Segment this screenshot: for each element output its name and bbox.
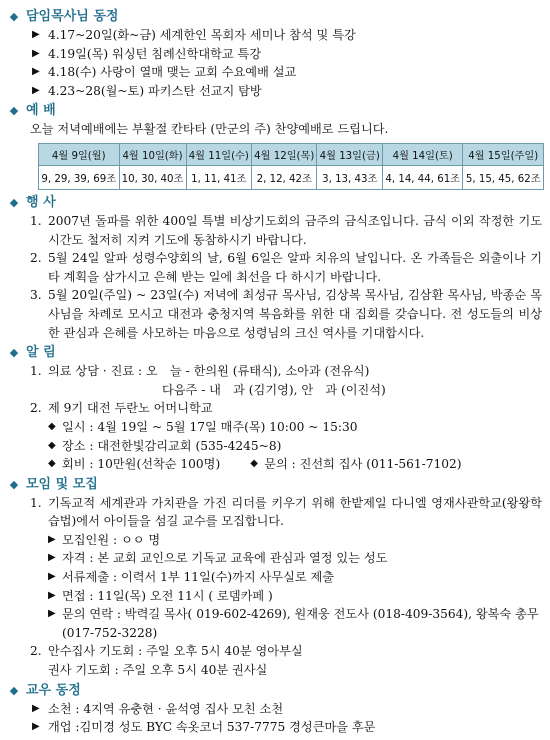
diamond-bullet-icon: ◆: [48, 439, 56, 451]
detail-item: ▶ 자격 : 본 교회 교인으로 기독교 교육에 관심과 열정 있는 성도: [8, 549, 542, 568]
triangle-bullet-icon: ▶: [48, 589, 56, 601]
table-header-cell: 4월 12일(목): [252, 143, 317, 165]
diamond-bullet-icon: ◆: [250, 458, 258, 470]
diamond-bullet-icon: ◆: [9, 10, 19, 23]
table-header-cell: 4월 11일(수): [186, 143, 251, 165]
section-title-pastor: ◆ 담임목사님 동정: [9, 9, 119, 24]
detail-item: ▶ 모집인원 : ㅇㅇ 명: [8, 531, 542, 550]
list-item: ▶ 4.17~20일(화~금) 세계한인 목회자 세미나 참석 및 특강: [8, 26, 542, 45]
diamond-bullet-icon: ◆: [9, 195, 19, 209]
triangle-bullet-icon: ▶: [32, 721, 40, 733]
table-header-row: [39, 143, 544, 165]
table-header-cell: 4월 13일(금): [317, 143, 382, 165]
list-item-continuation: 다음주 - 내 과 (김기영), 안 과 (이진석): [162, 382, 386, 397]
list-item: 2. 5월 24일 알파 성령수양회의 날, 6월 6일은 알파 치유의 날입니다. 온 가족들은 외출이나 기타 계획을 삼가시고 은혜 받는 일에 최선을 다 하시기 바랍니다.: [30, 251, 542, 284]
list-item: 1. 기독교적 세계관과 가치관을 가진 리더를 키우기 위해 한밭제일 다니엘 영재사관학교(왕왕학습법)에서 아이들을 섬길 교수를 모집합니다.: [30, 495, 542, 529]
diamond-bullet-icon: ◆: [48, 458, 56, 470]
diamond-bullet-icon: ◆: [9, 104, 19, 118]
detail-item: ▶ 면접 : 11일(목) 오전 11시 ( 로뎀카페 ): [8, 587, 542, 606]
list-item: 2. 안수집사 기도회 : 주일 오후 5시 40분 영아부실: [30, 644, 303, 659]
table-cell: 10, 30, 40조: [119, 165, 186, 189]
triangle-bullet-icon: ▶: [48, 571, 56, 583]
list-item-continuation: 권사 기도회 : 주일 오후 5시 40분 권사실: [48, 663, 268, 678]
triangle-bullet-icon: ▶: [32, 702, 40, 714]
diamond-bullet-icon: ◆: [9, 683, 19, 697]
triangle-bullet-icon: ▶: [48, 533, 56, 545]
triangle-bullet-icon: ▶: [32, 84, 40, 96]
worship-text: 오늘 저녁예배에는 부활절 칸타타 (만군의 주) 찬양예배로 드립니다.: [30, 122, 389, 137]
list-item: ▶ 4.19일(목) 워싱턴 침례신학대학교 특강: [8, 45, 542, 64]
diamond-bullet-icon: ◆: [9, 346, 19, 360]
detail-item: ▶ 서류제출 : 이력서 1부 11일(수)까지 사무실로 제출: [8, 568, 542, 587]
triangle-bullet-icon: ▶: [32, 29, 40, 40]
list-item: ▶ 소천 : 4지역 유충현 · 윤석영 집사 모친 소천: [8, 700, 542, 719]
list-item: 1. 의료 상담 · 진료 : 오 늘 - 한의원 (류태식), 소아과 (전유식): [30, 364, 370, 379]
detail-item: ◆ 일시 : 4월 19일 ~ 5월 17일 매주(목) 10:00 ~ 15:30: [8, 418, 542, 437]
section-title-notice: ◆ 알 림: [9, 345, 56, 361]
section-title-events: ◆ 행 사: [9, 194, 56, 210]
section-title-worship: ◆ 예 배: [9, 103, 56, 119]
section-title-recruit: ◆ 모임 및 모집: [9, 476, 98, 492]
detail-item: ▶ 문의 연락 : 박력길 목사( 019-602-4269), 원재웅 전도사 (018-409-3564), 왕복숙 총무 (017-752-3228): [8, 605, 542, 642]
triangle-bullet-icon: ▶: [32, 66, 40, 78]
section-title-member: ◆ 교우 동정: [9, 682, 81, 698]
diamond-bullet-icon: ◆: [9, 477, 19, 491]
table-cell: 2, 12, 42조: [252, 165, 317, 189]
table-cell: 5, 15, 45, 62조: [463, 165, 544, 189]
table-header-cell: 4월 9일(월): [39, 143, 120, 165]
table-header-cell: 4월 10일(화): [119, 143, 186, 165]
bible-reading-table: [38, 143, 544, 190]
triangle-bullet-icon: ▶: [32, 47, 40, 59]
table-cell: 3, 13, 43조: [317, 165, 382, 189]
list-item: 3. 5월 20일(주일) ~ 23일(수) 저녁에 최성규 목사님, 김상복 목사님, 김삼환 목사님, 박종순 목사님을 차례로 모시고 대전과 충청지역 복음화를 위한 대 집회를 갖습니다. 전 성도들의 비상한 관심과 은혜를 사모하는 마음으로 성령님의 크신 역사를 기대합시다.: [30, 288, 542, 340]
table-cell: 1, 11, 41조: [186, 165, 251, 189]
list-item: 2. 제 9기 대전 두란노 어머니학교: [30, 401, 213, 416]
triangle-bullet-icon: ▶: [48, 608, 56, 620]
list-item: ▶ 4.18(수) 사랑이 열매 맺는 교회 수요예배 설교: [8, 63, 542, 82]
table-header-cell: 4월 15일(주일): [463, 143, 544, 165]
table-header-cell: 4월 14일(토): [382, 143, 463, 165]
detail-item: ◆ 회비 : 10만원(선착순 100명) ◆ 문의 : 진선희 집사 (011-561-7102): [8, 455, 542, 474]
detail-item: ◆ 장소 : 대전한빛감리교회 (535-4245~8): [8, 437, 542, 456]
table-cell: 9, 29, 39, 69조: [39, 165, 120, 189]
table-row: [39, 165, 544, 189]
list-item: 1. 2007년 돌파를 위한 400일 특별 비상기도회의 금주의 금식조입니다. 금식 이외 작정한 기도시간도 철저히 지켜 기도에 동참하시기 바랍니다.: [30, 213, 542, 247]
table-cell: 4, 14, 44, 61조: [382, 165, 463, 189]
list-item: ▶ 4.23~28(월~토) 파키스탄 선교지 탐방: [8, 82, 542, 101]
list-item: ▶ 개업 :김미경 성도 BYC 속옷코너 537-7775 경성큰마을 후문: [8, 718, 542, 737]
diamond-bullet-icon: ◆: [48, 420, 56, 432]
triangle-bullet-icon: ▶: [48, 552, 56, 564]
